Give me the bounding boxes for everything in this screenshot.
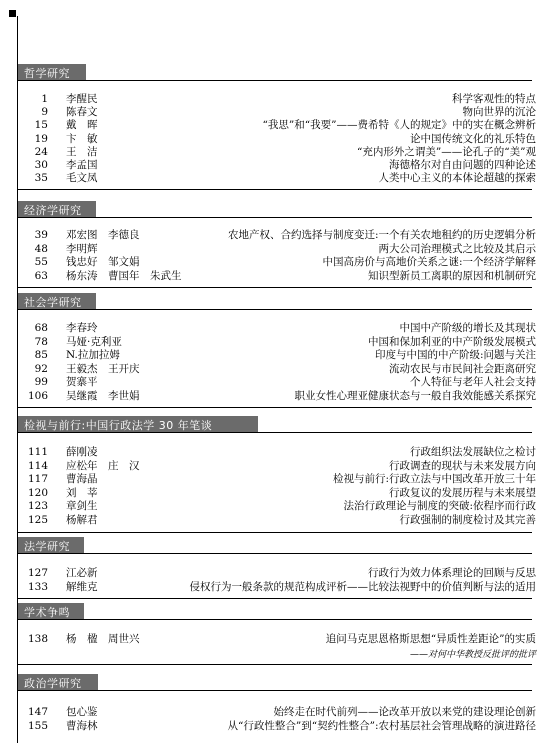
entry-title: 从“行政性整合”到“契约性整合”:农村基层社会管理战略的演进路径	[227, 719, 536, 732]
section-end-rule	[18, 532, 532, 533]
entry-title: 物向世界的沉沦	[462, 106, 536, 119]
page-number: 117	[27, 473, 48, 486]
section-rule	[18, 553, 532, 554]
entry-title: 职业女性心理亚健康状态与一般自我效能感关系探究	[294, 389, 536, 402]
entry-title: 中国中产阶级的增长及其现状	[399, 322, 536, 334]
entry-authors: 陈春文	[66, 106, 98, 119]
toc-section	[18, 201, 550, 282]
page-number: 1	[41, 93, 48, 105]
section-end-rule	[18, 189, 532, 190]
section-header	[18, 201, 550, 217]
entry-authors: 李醒民	[66, 93, 98, 105]
entry-authors: 李孟国	[66, 159, 98, 171]
section-header	[18, 64, 550, 80]
entry-authors: 李明辉	[66, 242, 98, 255]
entry-title: “我思”和“我要”——费希特《人的规定》中的实在概念辨析	[262, 119, 536, 132]
entry-title: 论中国传统文化的礼乐特色	[410, 132, 536, 145]
section-rule	[18, 80, 532, 81]
entry-title: 追问马克思恩格斯思想“异质性差距论”的实质	[325, 633, 536, 645]
section-end-rule	[18, 598, 532, 599]
entry-title: 知识型新员工离职的原因和机制研究	[368, 269, 536, 282]
entry-title: 行政强制的制度检讨及其完善	[399, 514, 536, 526]
entry-authors: 吴继霞 李世娟	[66, 389, 140, 402]
page-number: 120	[27, 486, 48, 499]
entry-title: 中国和保加利亚的中产阶级发展模式	[368, 335, 536, 348]
entry-authors: 李春玲	[66, 322, 98, 334]
section-end-rule	[18, 664, 532, 665]
toc-entry[interactable]	[18, 349, 550, 362]
page-number: 19	[34, 132, 48, 145]
entry-authors: N.拉加拉姆	[66, 349, 120, 361]
toc-entry[interactable]	[18, 720, 550, 733]
entry-authors: 邓宏图 李德良	[66, 229, 140, 241]
entry-title: 两大公司治理模式之比较及其启示	[378, 242, 536, 255]
entry-title: 农地产权、合约选择与制度变迁:一个有关农地租约的历史逻辑分析	[227, 229, 536, 241]
entry-authors: 曹海林	[66, 719, 98, 732]
page-number: 111	[27, 446, 48, 458]
page-number: 55	[34, 256, 48, 268]
entry-authors: 江必新	[66, 567, 98, 579]
toc-entry[interactable]	[18, 146, 550, 159]
entry-authors: 薛刚凌	[66, 446, 98, 458]
page-number: 125	[27, 514, 48, 526]
section-header	[18, 603, 550, 619]
toc-section	[18, 537, 550, 593]
page-number: 92	[34, 362, 48, 375]
entry-authors: 王毅杰 王开庆	[66, 362, 140, 375]
toc-entry[interactable]	[18, 133, 550, 146]
toc-section	[18, 64, 550, 185]
page-number: 9	[41, 106, 48, 119]
entry-title: 行政复议的发展历程与未来展望	[389, 486, 536, 499]
entry-authors: 刘 莘	[66, 486, 98, 499]
page-number: 78	[34, 335, 48, 348]
toc-entry[interactable]	[18, 159, 550, 172]
section-heading: 社会学研究	[24, 296, 82, 309]
toc-entry[interactable]	[18, 633, 550, 646]
entry-title: 中国高房价与高地价关系之谜:一个经济学解释	[322, 256, 536, 268]
toc-section	[18, 293, 550, 402]
toc-entry[interactable]	[18, 336, 550, 349]
toc-entry[interactable]	[18, 390, 550, 403]
section-header	[18, 674, 550, 690]
page-number: 48	[34, 242, 48, 255]
entry-title: 行政组织法发展缺位之检讨	[410, 446, 536, 458]
section-heading: 哲学研究	[24, 67, 70, 80]
entry-title: 流动农民与市民间社会距离研究	[389, 362, 536, 375]
section-heading: 学术争鸣	[24, 606, 70, 619]
toc-entry[interactable]	[18, 270, 550, 283]
section-header	[18, 537, 550, 553]
toc-entry[interactable]	[18, 119, 550, 132]
toc-entry[interactable]	[18, 363, 550, 376]
entry-title: 人类中心主义的本体论超越的探索	[378, 172, 536, 185]
section-heading: 政治学研究	[24, 677, 82, 690]
section-heading: 法学研究	[24, 540, 70, 553]
section-heading: 检视与前行:中国行政法学 30 年笔谈	[24, 419, 213, 432]
entry-title: 行政调查的现状与未来发展方向	[389, 459, 536, 472]
entry-authors: 杨解君	[66, 514, 98, 526]
page-number: 15	[34, 119, 48, 132]
toc-entry[interactable]	[18, 243, 550, 256]
page-number: 99	[34, 376, 48, 388]
page-number: 147	[27, 706, 48, 718]
page-number: 39	[34, 229, 48, 241]
entry-title: 法治行政理论与制度的突破:依程序而行政	[343, 500, 536, 513]
toc-section	[18, 674, 550, 732]
entry-authors: 曹海晶	[66, 473, 98, 486]
entry-authors: 杨东涛 曹国年 朱武生	[66, 269, 182, 282]
entry-title: 印度与中国的中产阶级:问题与关注	[374, 349, 536, 361]
page-number: 123	[27, 500, 48, 513]
toc-entry[interactable]	[18, 460, 550, 473]
toc-entry[interactable]	[18, 229, 550, 242]
toc-entry[interactable]	[18, 487, 550, 500]
section-header	[18, 416, 550, 432]
page-number: 106	[27, 389, 48, 402]
entry-authors: 毛文凤	[66, 172, 98, 185]
section-end-rule	[18, 287, 532, 288]
entry-title: “充内形外之谓美”——论孔子的“美”观	[357, 145, 536, 158]
entry-authors: 戴 晖	[66, 119, 98, 132]
page-number: 133	[27, 580, 48, 593]
page-number: 24	[34, 145, 48, 158]
entry-subtitle: ——对何中华教授反批评的批评	[409, 649, 536, 660]
entry-authors: 解维克	[66, 580, 98, 593]
toc-entry[interactable]	[18, 473, 550, 486]
page-number: 63	[34, 269, 48, 282]
entry-title: 检视与前行:行政立法与中国改革开放三十年	[332, 473, 536, 486]
toc-entry[interactable]	[18, 93, 550, 106]
entry-title: 始终走在时代前列——论改革开放以来党的建设理论创新	[273, 706, 536, 718]
entry-authors: 章剑生	[66, 500, 98, 513]
section-rule	[18, 690, 532, 691]
entry-authors: 杨 楹 周世兴	[66, 633, 140, 645]
section-rule	[18, 217, 532, 218]
page-number: 30	[34, 159, 48, 171]
toc-entry[interactable]	[18, 322, 550, 335]
entry-title: 行政行为效力体系理论的回顾与反思	[368, 567, 536, 579]
entry-authors: 马娅·克利亚	[66, 335, 122, 348]
entry-authors: 王 洁	[66, 145, 98, 158]
toc-entry[interactable]	[18, 446, 550, 459]
toc-section	[18, 416, 550, 526]
page-number: 127	[27, 567, 48, 579]
entry-title: 科学客观性的特点	[452, 93, 536, 105]
toc-entry[interactable]	[18, 706, 550, 719]
entry-authors: 包心鉴	[66, 706, 98, 718]
page-number: 138	[27, 633, 48, 645]
section-rule	[18, 309, 532, 310]
section-end-rule	[18, 407, 532, 408]
entry-title: 个人特征与老年人社会支持	[410, 376, 536, 388]
section-header	[18, 293, 550, 309]
toc-entry[interactable]	[18, 581, 550, 594]
page-number: 85	[34, 349, 48, 361]
section-rule	[18, 619, 532, 620]
toc-entry[interactable]	[18, 567, 550, 580]
page-number: 68	[34, 322, 48, 334]
toc-entry[interactable]	[18, 172, 550, 185]
toc-entry[interactable]	[18, 106, 550, 119]
toc-section	[18, 603, 550, 660]
toc-entry[interactable]	[18, 514, 550, 527]
entry-authors: 应松年 庄 汉	[66, 459, 140, 472]
toc-entry[interactable]	[18, 256, 550, 269]
toc-entry[interactable]	[18, 376, 550, 389]
section-heading: 经济学研究	[24, 204, 82, 217]
page-number: 35	[34, 172, 48, 185]
entry-authors: 卞 敏	[66, 132, 98, 145]
page-number: 114	[27, 459, 48, 472]
entry-authors: 钱忠好 邹文娟	[66, 256, 140, 268]
entry-title: 海德格尔对自由问题的四种论述	[389, 159, 536, 171]
entry-authors: 贺寨平	[66, 376, 98, 388]
page-number: 155	[27, 719, 48, 732]
section-rule	[18, 432, 532, 433]
toc-entry[interactable]	[18, 500, 550, 513]
entry-title: 侵权行为一般条款的规范构成评析——比较法视野中的价值判断与法的适用	[189, 580, 536, 593]
corner-mark	[9, 10, 16, 17]
